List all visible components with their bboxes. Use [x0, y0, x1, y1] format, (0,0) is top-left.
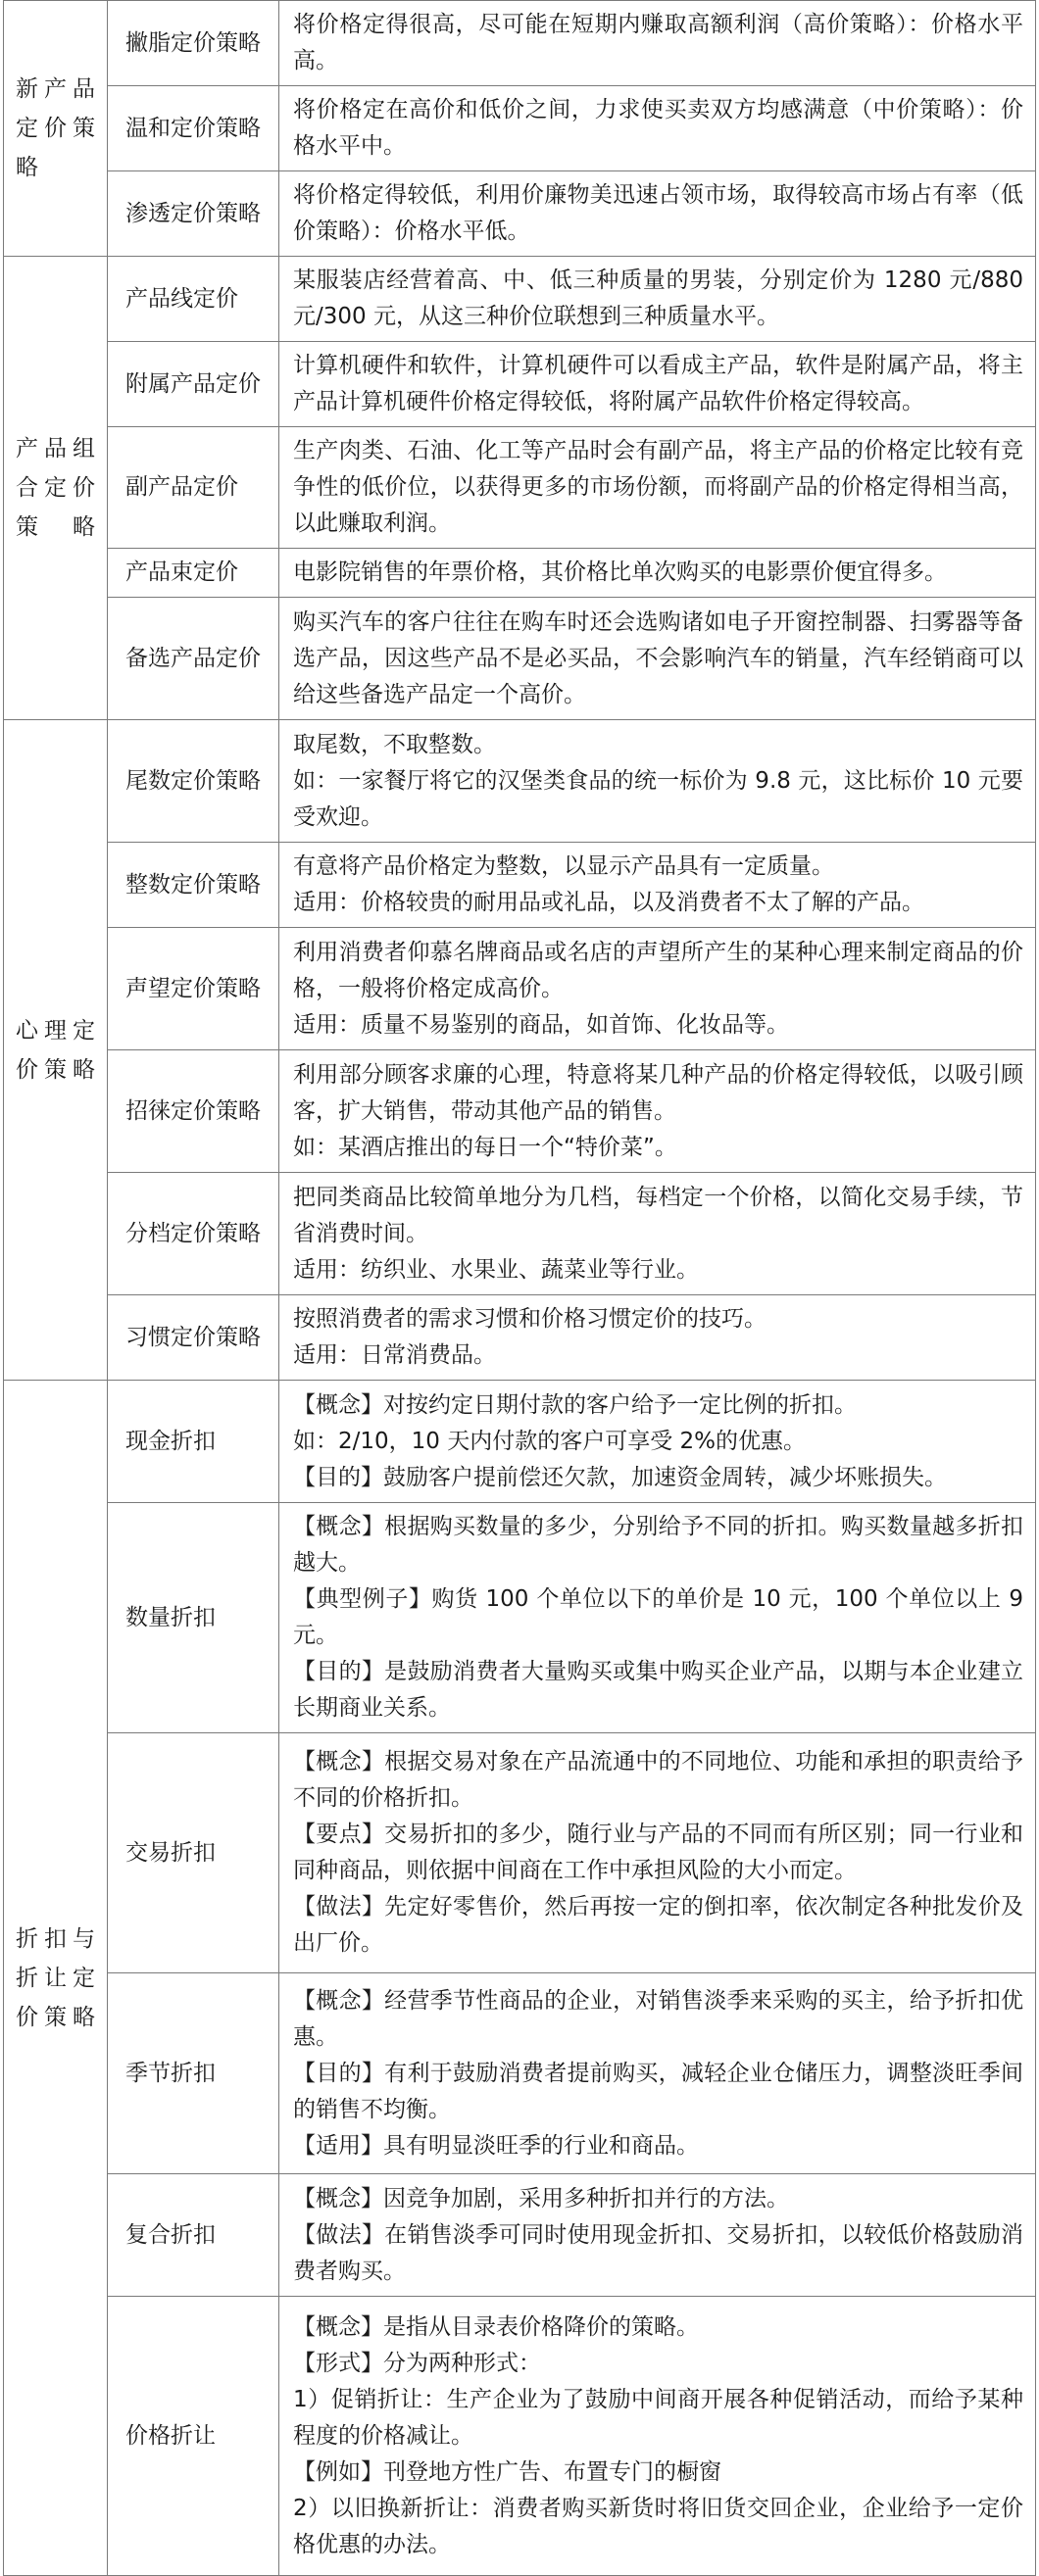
description-line: 1）促销折让：生产企业为了鼓励中间商开展各种促销活动，而给予某种程度的价格减让。 [293, 2386, 1023, 2449]
strategy-name: 季节折扣 [108, 1973, 279, 2174]
description-line: 【要点】交易折扣的多少，随行业与产品的不同而有所区别；同一行业和同种商品，则依据中间商在工作中承担风险的大小而定。 [293, 1822, 1023, 1883]
description-line: 某服装店经营着高、中、低三种质量的男装，分别定价为 1280 元/880 元/300 元，从这三种价位联想到三种质量水平。 [293, 267, 1023, 329]
description-line: 【目的】鼓励客户提前偿还欠款，加速资金周转，减少坏账损失。 [293, 1464, 947, 1490]
description-line: 【例如】刊登地方性广告、布置专门的橱窗 [293, 2458, 721, 2485]
strategy-description [279, 257, 1036, 342]
description-line: 计算机硬件和软件，计算机硬件可以看成主产品，软件是附属产品，将主产品计算机硬件价格定得较低，将附属产品软件价格定得较高。 [293, 353, 1023, 414]
description-line: 如：某酒店推出的每日一个“特价菜”。 [293, 1134, 677, 1160]
strategy-name: 价格折让 [108, 2297, 279, 2576]
strategy-description [279, 1295, 1036, 1381]
strategy-description [279, 1503, 1036, 1733]
table-row [4, 928, 1036, 1050]
description-line: 适用：日常消费品。 [293, 1342, 496, 1368]
strategy-name: 备选产品定价 [108, 598, 279, 720]
category-cell [4, 1381, 108, 2576]
description-line: 【概念】根据购买数量的多少，分别给予不同的折扣。购买数量越多折扣越大。 [293, 1514, 1023, 1576]
strategy-name: 副产品定价 [108, 427, 279, 549]
description-line: 【目的】是鼓励消费者大量购买或集中购买企业产品，以期与本企业建立长期商业关系。 [293, 1659, 1023, 1721]
strategy-description [279, 2297, 1036, 2576]
description-line: 适用：纺织业、水果业、蔬菜业等行业。 [293, 1256, 699, 1283]
description-line: 【形式】分为两种形式： [293, 2350, 541, 2376]
description-line: 将价格定在高价和低价之间，力求使买卖双方均感满意（中价策略）：价格水平中。 [293, 97, 1023, 159]
strategy-description [279, 427, 1036, 549]
description-line: 电影院销售的年票价格，其价格比单次购买的电影票价便宜得多。 [293, 559, 947, 585]
category-cell [4, 1, 108, 257]
table-row [4, 720, 1036, 843]
strategy-name: 附属产品定价 [108, 342, 279, 427]
strategy-description [279, 720, 1036, 843]
strategy-description [279, 1973, 1036, 2174]
strategy-description [279, 171, 1036, 257]
description-line: 将价格定得较低，利用价廉物美迅速占领市场，取得较高市场占有率（低价策略）：价格水平低。 [293, 182, 1023, 244]
table-row [4, 1973, 1036, 2174]
description-line: 购买汽车的客户往往在购车时还会选购诸如电子开窗控制器、扫雾器等备选产品，因这些产品不是必买品，不会影响汽车的销量，汽车经销商可以给这些备选产品定一个高价。 [293, 608, 1023, 707]
strategy-name: 产品束定价 [108, 549, 279, 598]
strategy-description [279, 598, 1036, 720]
description-line: 适用：质量不易鉴别的商品，如首饰、化妆品等。 [293, 1011, 789, 1038]
description-line: 适用：价格较贵的耐用品或礼品，以及消费者不太了解的产品。 [293, 890, 924, 915]
strategy-description [279, 1733, 1036, 1973]
strategy-name: 产品线定价 [108, 257, 279, 342]
strategy-description [279, 2174, 1036, 2297]
strategy-name: 整数定价策略 [108, 843, 279, 928]
strategy-description [279, 1173, 1036, 1295]
table-body [4, 1, 1036, 2576]
strategy-name: 尾数定价策略 [108, 720, 279, 843]
table-row [4, 1381, 1036, 1503]
strategy-name: 撇脂定价策略 [108, 1, 279, 86]
description-line: 利用部分顾客求廉的心理，特意将某几种产品的价格定得较低，以吸引顾客，扩大销售，带动其他产品的销售。 [293, 1061, 1023, 1124]
strategy-name: 招徕定价策略 [108, 1050, 279, 1173]
description-line: 【概念】因竞争加剧，采用多种折扣并行的方法。 [293, 2185, 789, 2211]
category-label: 心理定价策略 [16, 1017, 95, 1083]
table-row [4, 86, 1036, 171]
description-line: 按照消费者的需求习惯和价格习惯定价的技巧。 [293, 1306, 767, 1332]
strategy-description [279, 549, 1036, 598]
pricing-strategy-table [3, 0, 1036, 2576]
description-line: 生产肉类、石油、化工等产品时会有副产品，将主产品的价格定比较有竞争性的低价位，以获得更多的市场份额，而将副产品的价格定得相当高，以此赚取利润。 [293, 438, 1023, 536]
strategy-description [279, 342, 1036, 427]
strategy-name: 复合折扣 [108, 2174, 279, 2297]
strategy-name: 数量折扣 [108, 1503, 279, 1733]
description-line: 【典型例子】购货 100 个单位以下的单价是 10 元，100 个单位以上 9 元。 [293, 1586, 1023, 1648]
category-label: 新产品定价策略 [16, 76, 95, 180]
strategy-description [279, 1050, 1036, 1173]
description-line: 【概念】是指从目录表价格降价的策略。 [293, 2313, 699, 2340]
strategy-name: 习惯定价策略 [108, 1295, 279, 1381]
table-row [4, 843, 1036, 928]
description-line: 【目的】有利于鼓励消费者提前购买，减轻企业仓储压力，调整淡旺季间的销售不均衡。 [293, 2060, 1023, 2122]
strategy-name: 温和定价策略 [108, 86, 279, 171]
strategy-description [279, 843, 1036, 928]
description-line: 将价格定得很高，尽可能在短期内赚取高额利润（高价策略）：价格水平高。 [293, 12, 1023, 73]
description-line: 取尾数，不取整数。 [293, 731, 496, 757]
strategy-name: 交易折扣 [108, 1733, 279, 1973]
table-row [4, 427, 1036, 549]
description-line: 【概念】对按约定日期付款的客户给予一定比例的折扣。 [293, 1391, 857, 1418]
description-line: 2）以旧换新折让：消费者购买新货时将旧货交回企业，企业给予一定价格优惠的办法。 [293, 2495, 1023, 2557]
category-cell [4, 257, 108, 720]
strategy-description [279, 928, 1036, 1050]
table-row [4, 1503, 1036, 1733]
table-row [4, 1733, 1036, 1973]
table-row [4, 342, 1036, 427]
table-row [4, 2297, 1036, 2576]
category-cell [4, 720, 108, 1381]
table-row [4, 1295, 1036, 1381]
strategy-name: 分档定价策略 [108, 1173, 279, 1295]
description-line: 有意将产品价格定为整数，以显示产品具有一定质量。 [293, 853, 834, 879]
description-line: 【做法】在销售淡季可同时使用现金折扣、交易折扣，以较低价格鼓励消费者购买。 [293, 2221, 1023, 2284]
table-row [4, 1050, 1036, 1173]
description-line: 【概念】根据交易对象在产品流通中的不同地位、功能和承担的职责给予不同的价格折扣。 [293, 1749, 1023, 1811]
category-label: 折扣与折让定价策略 [16, 1925, 95, 2030]
description-line: 把同类商品比较简单地分为几档，每档定一个价格，以简化交易手续，节省消费时间。 [293, 1184, 1023, 1246]
strategy-description [279, 1381, 1036, 1503]
table-row [4, 171, 1036, 257]
table-row [4, 2174, 1036, 2297]
description-line: 【适用】具有明显淡旺季的行业和商品。 [293, 2132, 699, 2159]
table-row [4, 257, 1036, 342]
description-line: 如：一家餐厅将它的汉堡类食品的统一标价为 9.8 元，这比标价 10 元要受欢迎。 [293, 767, 1023, 830]
strategy-description [279, 1, 1036, 86]
strategy-description [279, 86, 1036, 171]
strategy-name: 声望定价策略 [108, 928, 279, 1050]
table-row [4, 1173, 1036, 1295]
category-label: 产品组合定价策略 [16, 436, 95, 540]
description-line: 利用消费者仰慕名牌商品或名店的声望所产生的某种心理来制定商品的价格，一般将价格定成高价。 [293, 939, 1023, 1001]
table-row [4, 549, 1036, 598]
strategy-name: 渗透定价策略 [108, 171, 279, 257]
description-line: 【做法】先定好零售价，然后再按一定的倒扣率，依次制定各种批发价及出厂价。 [293, 1894, 1023, 1956]
table-row [4, 1, 1036, 86]
description-line: 【概念】经营季节性商品的企业，对销售淡季来采购的买主，给予折扣优惠。 [293, 1987, 1023, 2050]
strategy-name: 现金折扣 [108, 1381, 279, 1503]
description-line: 如：2/10，10 天内付款的客户可享受 2%的优惠。 [293, 1428, 807, 1454]
table-row [4, 598, 1036, 720]
